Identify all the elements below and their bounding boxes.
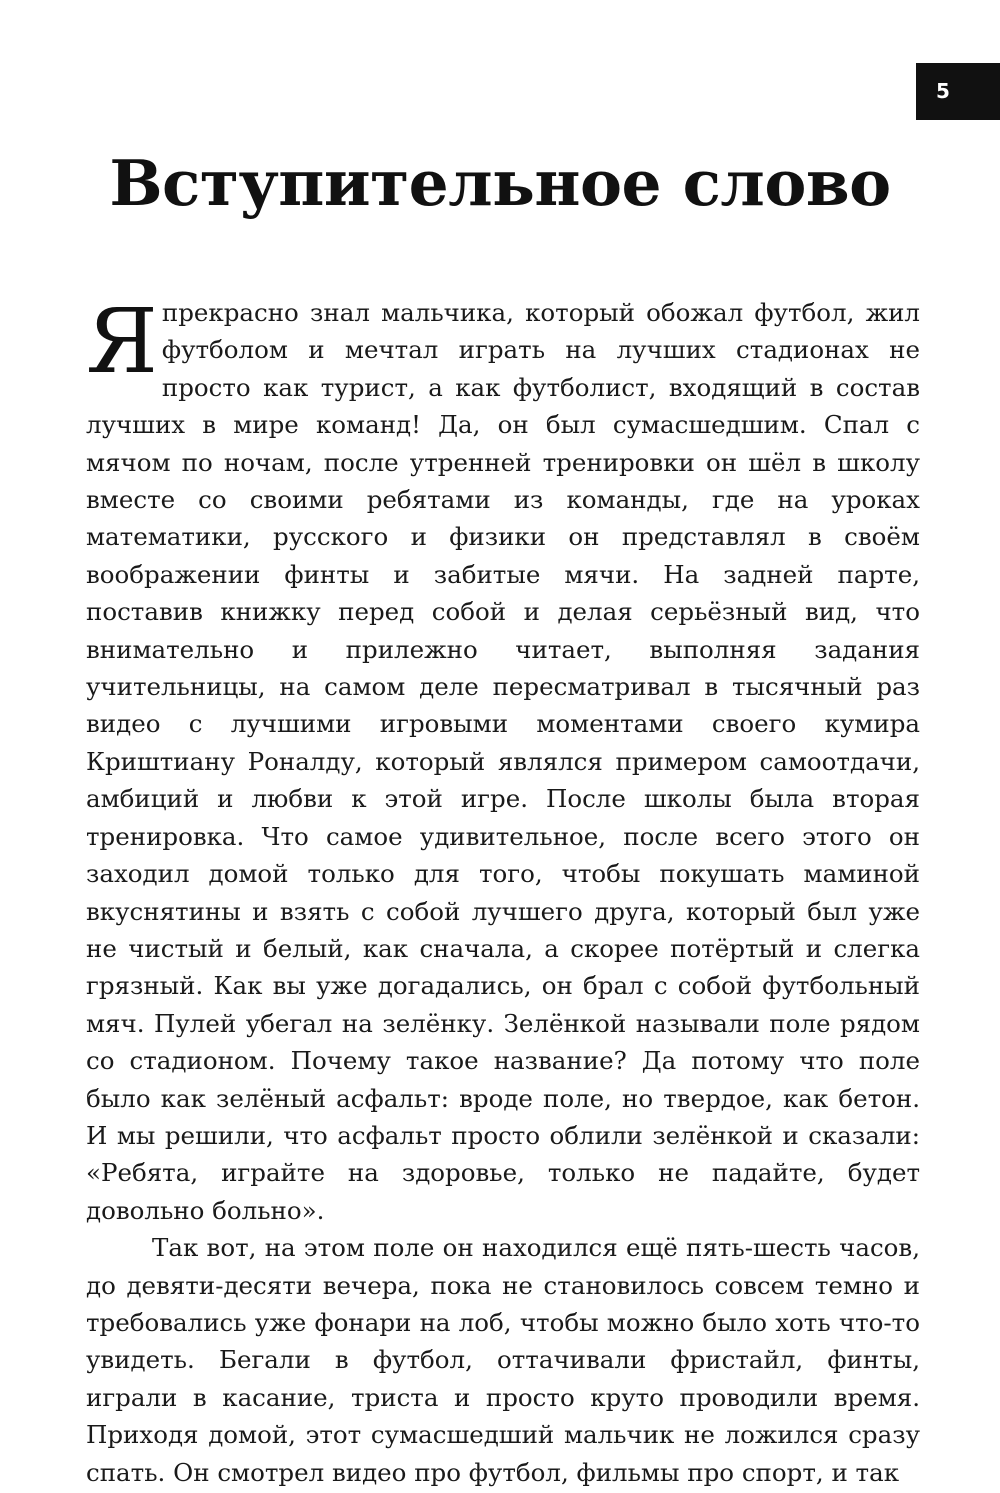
page-number: 5 (936, 79, 950, 103)
paragraph-1 (86, 289, 920, 1229)
chapter-title: Вступительное слово (109, 146, 891, 220)
drop-cap: Я (86, 289, 158, 393)
paragraph-1-text: прекрасно знал мальчика, который обожал футбол, жил футболом и мечтал играть на лучших стадионах не просто как турист, а как футболист, входящий в состав лучших в мире команд! Да, он был сумасшедшим. Спал с мячом по ночам, после утренней тренировки он шёл в школу вместе со своими ребятами из команды, где на уроках математики, русского и физики он представлял в своём воображении финты и забитые мячи. На задней парте, поставив книжку перед собой и делая серьёзный вид, что внимательно и прилежно читает, выполняя задания учительницы, на самом деле пересматривал в тысячный раз видео с лучшими игровыми моментами своего кумира Криштиану Роналду, который являлся примером самоотдачи, амбиций и любви к этой игре. После школы была вторая тренировка. Что самое удивительное, после всего этого он заходил домой только для того, чтобы покушать маминой вкуснятины и взять с собой лучшего друга, который был уже не чистый и белый, как сначала, а скорее потёртый и слегка грязный. Как вы уже догадались, он брал с собой футбольный мяч. Пулей убегал на зелёнку. Зелёнкой называли поле рядом со стадионом. Почему такое название? Да потому что поле было как зелёный асфальт: вроде поле, но твердое, как бетон. И мы решили, что асфальт просто облили зелёнкой и сказали: «Ребята, играйте на здоровье, только не падайте, будет довольно больно». (86, 298, 920, 1225)
paragraph-2: Так вот, на этом поле он находился ещё пять-шесть часов, до девяти-десяти вечера, пока не становилось совсем темно и требовались уже фонари на лоб, чтобы можно было хоть что-то увидеть. Бегали в футбол, оттачивали фристайл, финты, играли в касание, триста и просто круто проводили время. Приходя домой, этот сумасшедший мальчик не ложился сразу спать. Он смотрел видео про футбол, фильмы про спорт, и так (86, 1233, 920, 1487)
body-text (86, 289, 920, 1491)
page-number-tab (916, 63, 1000, 120)
